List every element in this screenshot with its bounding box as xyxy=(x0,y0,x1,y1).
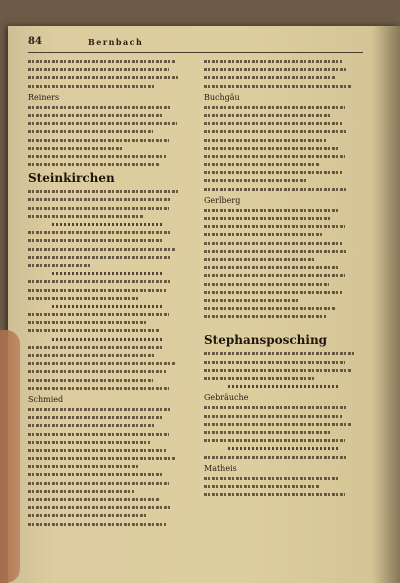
right-word-2: Gerlberg xyxy=(204,195,241,205)
thumb-photo-artifact xyxy=(0,330,20,583)
section-title-steinkirchen: Steinkirchen xyxy=(28,171,115,186)
book-page xyxy=(8,26,400,583)
running-head: Bernbach xyxy=(88,37,144,47)
page-header xyxy=(28,36,363,53)
page-binding-shadow xyxy=(372,26,400,583)
right-word-4: Matheis xyxy=(204,463,237,473)
right-word-3: Gebräuche xyxy=(204,393,249,403)
right-column xyxy=(204,60,364,501)
left-word-2: Schmied xyxy=(28,394,64,404)
page-number: 84 xyxy=(28,36,42,47)
left-column xyxy=(28,60,188,531)
section-title-stephansposching: Stephansposching xyxy=(204,333,328,348)
left-word-1: Reiners xyxy=(28,92,60,102)
right-word-1: Buchgäu xyxy=(204,92,240,102)
